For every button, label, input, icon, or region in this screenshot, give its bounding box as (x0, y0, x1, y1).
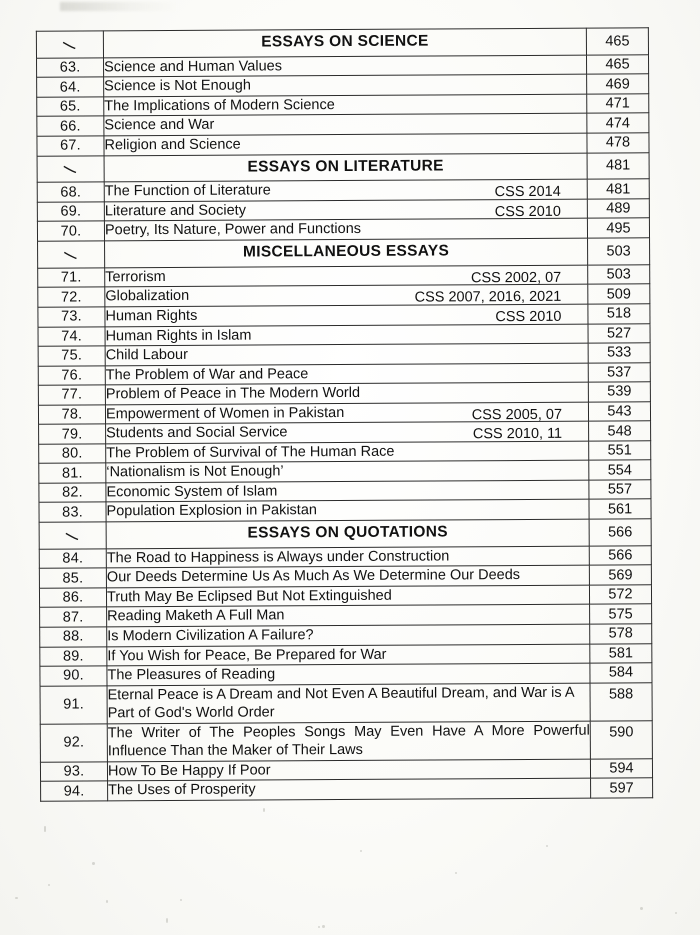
section-marker-cell (36, 31, 103, 58)
page-number-cell: 503 (588, 265, 650, 285)
section-marker-cell (38, 241, 105, 268)
entry-title-text: Population Explosion in Pakistan (106, 502, 317, 520)
entry-number-cell: 71. (38, 268, 105, 288)
page-number-cell: 588 (590, 682, 652, 720)
entry-title-cell (106, 565, 589, 587)
scan-speck (92, 862, 95, 865)
entry-title-text: Religion and Science (104, 136, 241, 154)
css-year-annotation: CSS 2010 (495, 308, 562, 326)
entry-title-cell (105, 363, 588, 385)
section-marker-cell (39, 522, 106, 549)
page-number-cell: 539 (588, 382, 650, 402)
entry-title-cell (104, 219, 587, 241)
scan-speck (322, 925, 325, 928)
entry-title-cell (107, 644, 590, 666)
entry-title-text: Human Rights (105, 307, 198, 325)
entry-title-cell (105, 343, 588, 365)
section-heading-row (38, 238, 650, 268)
page-number-cell: 566 (589, 546, 651, 566)
entry-title-text: The Road to Happiness is Always under Construction (106, 548, 450, 567)
section-title-text: ESSAYS ON LITERATURE (247, 157, 444, 176)
entry-title-text: Is Modern Civilization A Failure? (107, 627, 314, 645)
entry-title-text: The Uses of Prosperity (108, 781, 256, 799)
page-number-cell: 518 (588, 304, 650, 324)
css-year-annotation: CSS 2002, 07 (470, 269, 562, 287)
entry-number-cell: 64. (37, 77, 104, 97)
toc-body (36, 28, 652, 801)
entry-title-text: Poetry, Its Nature, Power and Functions (104, 221, 362, 239)
entry-title-cell (106, 546, 589, 568)
scan-speck (106, 900, 108, 903)
page-number-cell: 597 (591, 778, 653, 798)
entry-title-text: Science and War (104, 117, 215, 134)
page-number-cell: 566 (589, 519, 651, 546)
entry-number-cell: 91. (40, 685, 107, 723)
entry-title-cell (106, 421, 589, 443)
entry-title-cell (105, 382, 588, 404)
page-number-cell: 548 (589, 421, 651, 441)
entry-title-text: Problem of Peace in The Modern World (105, 385, 361, 403)
entry-number-cell: 74. (38, 326, 105, 346)
entry-number-cell: 65. (37, 97, 104, 117)
css-year-annotation: CSS 2014 (494, 184, 561, 201)
section-title-text: MISCELLANEOUS ESSAYS (242, 242, 450, 261)
entry-number-cell: 70. (37, 221, 104, 241)
entry-title-cell (107, 683, 590, 724)
section-title-text: ESSAYS ON QUOTATIONS (247, 523, 448, 542)
entry-title-cell (104, 94, 587, 116)
entry-number-cell: 84. (39, 549, 106, 569)
entry-title-cell (106, 460, 589, 482)
entry-title-cell (106, 480, 589, 502)
entry-number-cell: 69. (37, 202, 104, 222)
entry-title-cell (106, 441, 589, 463)
scan-speck (546, 845, 548, 847)
tick-mark-icon (38, 161, 104, 177)
page-number-cell: 551 (589, 441, 651, 461)
entry-title-text: The Problem of Survival of The Human Race (106, 443, 395, 462)
page-number-cell: 495 (587, 218, 649, 238)
toc-row (40, 682, 652, 724)
entry-title-text: Economic System of Islam (106, 483, 278, 501)
entry-title-cell (104, 75, 587, 97)
entry-title-cell (106, 585, 589, 607)
section-title-text: ESSAYS ON SCIENCE (261, 32, 429, 51)
entry-title-text: The Implications of Modern Science (104, 96, 335, 115)
entry-number-cell: 75. (38, 346, 105, 366)
entry-title-cell (107, 721, 590, 762)
entry-number-cell: 67. (37, 136, 104, 156)
page-number-cell: 578 (590, 624, 652, 644)
section-title (105, 238, 588, 268)
entry-title-text: Science is Not Enough (104, 77, 251, 95)
entry-title-text: If You Wish for Peace, Be Prepared for War (107, 646, 387, 664)
entry-title-cell (107, 624, 590, 646)
entry-number-cell: 92. (40, 724, 107, 762)
entry-number-cell: 89. (40, 646, 107, 666)
css-year-annotation: CSS 2010 (494, 203, 561, 221)
entry-number-cell: 77. (38, 385, 105, 405)
entry-number-cell: 66. (37, 116, 104, 136)
toc-row (41, 778, 653, 801)
scan-speck (318, 926, 320, 928)
entry-title-cell (107, 605, 590, 627)
section-heading-row (39, 519, 651, 549)
scan-speck (166, 918, 168, 923)
entry-title-cell (107, 663, 590, 685)
scan-speck (48, 884, 50, 886)
entry-title-text: Human Rights in Islam (105, 327, 252, 344)
entry-title-text: Science and Human Values (104, 58, 282, 76)
entry-number-cell: 87. (40, 607, 107, 627)
page-number-cell: 581 (590, 643, 652, 663)
scan-speck (455, 872, 457, 874)
entry-number-cell: 80. (39, 444, 106, 464)
entry-title-text: The Writer of The Peoples Songs May Even Have A More Powerful Influence Than the Maker of Their Laws (107, 722, 590, 760)
entry-number-cell: 81. (39, 463, 106, 483)
page-number-cell: 489 (587, 199, 649, 219)
css-year-annotation: CSS 2005, 07 (471, 406, 563, 423)
section-marker-cell (37, 155, 104, 182)
page-number-cell: 471 (587, 94, 649, 114)
entry-number-cell: 76. (38, 365, 105, 385)
scan-speck (640, 907, 643, 910)
table-of-contents (36, 27, 652, 801)
page-number-cell: 572 (589, 585, 651, 605)
scan-speck (675, 912, 677, 914)
entry-title-cell (104, 133, 587, 155)
entry-title-text: Empowerment of Women in Pakistan (105, 404, 345, 423)
css-year-annotation: CSS 2007, 2016, 2021 (414, 289, 562, 307)
entry-number-cell: 93. (40, 762, 107, 782)
section-heading-row (37, 152, 649, 182)
scan-smudge (60, 2, 180, 11)
section-title (103, 28, 586, 58)
page-number-cell: 527 (588, 323, 650, 343)
css-year-annotation: CSS 2010, 11 (472, 426, 563, 443)
page-number-cell: 575 (590, 604, 652, 624)
entry-title-cell (104, 114, 587, 136)
entry-number-cell: 82. (39, 483, 106, 503)
entry-number-cell: 88. (40, 627, 107, 647)
entry-title-cell (105, 285, 588, 307)
page-number-cell: 474 (587, 113, 649, 133)
page-number-cell: 481 (587, 152, 649, 179)
entry-number-cell: 90. (40, 666, 107, 686)
page-number-cell: 481 (587, 179, 649, 199)
entry-number-cell: 78. (38, 405, 105, 425)
page-number-cell: 557 (589, 480, 651, 500)
entry-number-cell: 94. (41, 781, 108, 801)
entry-title-cell (105, 265, 588, 287)
page-number-cell: 465 (586, 28, 648, 55)
tick-mark-icon (40, 527, 106, 543)
page-number-cell: 509 (588, 284, 650, 304)
scan-speck (180, 899, 182, 901)
page-number-cell: 569 (589, 565, 651, 585)
entry-number-cell: 86. (39, 588, 106, 608)
entry-title-text: Globalization (105, 288, 190, 305)
entry-title-cell (104, 199, 587, 221)
entry-title-cell (105, 402, 588, 424)
entry-title-cell (105, 324, 588, 346)
scan-speck (263, 808, 265, 812)
entry-title-cell (104, 55, 587, 77)
entry-number-cell: 68. (37, 182, 104, 202)
entry-number-cell: 73. (38, 307, 105, 327)
entry-number-cell: 79. (39, 424, 106, 444)
entry-title-cell (107, 759, 590, 781)
entry-number-cell: 83. (39, 502, 106, 522)
scan-speck (44, 826, 46, 832)
section-heading-row (36, 28, 648, 58)
page-number-cell: 590 (590, 721, 652, 759)
toc-table (36, 27, 653, 801)
entry-title-text: Child Labour (105, 346, 188, 364)
page-number-cell: 465 (586, 55, 648, 75)
page-number-cell: 478 (587, 133, 649, 153)
entry-title-cell (105, 304, 588, 326)
entry-title-text: Students and Social Service (106, 424, 288, 442)
entry-title-text: Eternal Peace is A Dream and Not Even A Beautiful Dream, and War is A Part of God's World Order (107, 684, 574, 722)
entry-title-text: Our Deeds Determine Us As Much As We Determine Our Deeds (106, 567, 521, 586)
section-title (106, 519, 589, 549)
page-number-cell: 594 (590, 759, 652, 779)
entry-number-cell: 63. (37, 58, 104, 78)
page-number-cell: 533 (588, 343, 650, 363)
entry-title-text: Literature and Society (104, 202, 246, 220)
page-number-cell: 561 (589, 499, 651, 519)
entry-title-text: The Pleasures of Reading (107, 666, 276, 684)
tick-mark-icon (38, 246, 104, 262)
entry-title-text: Terrorism (105, 268, 166, 286)
entry-title-text: Reading Maketh A Full Man (107, 607, 285, 625)
entry-title-text: ‘Nationalism is Not Enough’ (106, 463, 284, 481)
entry-title-text: The Function of Literature (104, 182, 271, 200)
page-number-cell: 537 (588, 362, 650, 382)
tick-mark-icon (37, 36, 103, 52)
entry-title-text: The Problem of War and Peace (105, 365, 309, 383)
scan-speck (360, 850, 362, 852)
entry-title-cell (104, 180, 587, 202)
entry-title-text: Truth May Be Eclipsed But Not Extinguished (106, 587, 392, 606)
section-title (104, 153, 587, 183)
page-number-cell: 503 (588, 238, 650, 265)
page-number-cell: 554 (589, 460, 651, 480)
entry-title-text: How To Be Happy If Poor (107, 762, 271, 780)
entry-title-cell (108, 778, 591, 800)
toc-row (40, 721, 652, 763)
page-number-cell: 543 (588, 401, 650, 421)
entry-title-cell (106, 500, 589, 522)
scan-speck (15, 897, 18, 899)
entry-number-cell: 72. (38, 287, 105, 307)
entry-number-cell: 85. (39, 568, 106, 588)
page-number-cell: 584 (590, 663, 652, 683)
page-number-cell: 469 (587, 74, 649, 94)
